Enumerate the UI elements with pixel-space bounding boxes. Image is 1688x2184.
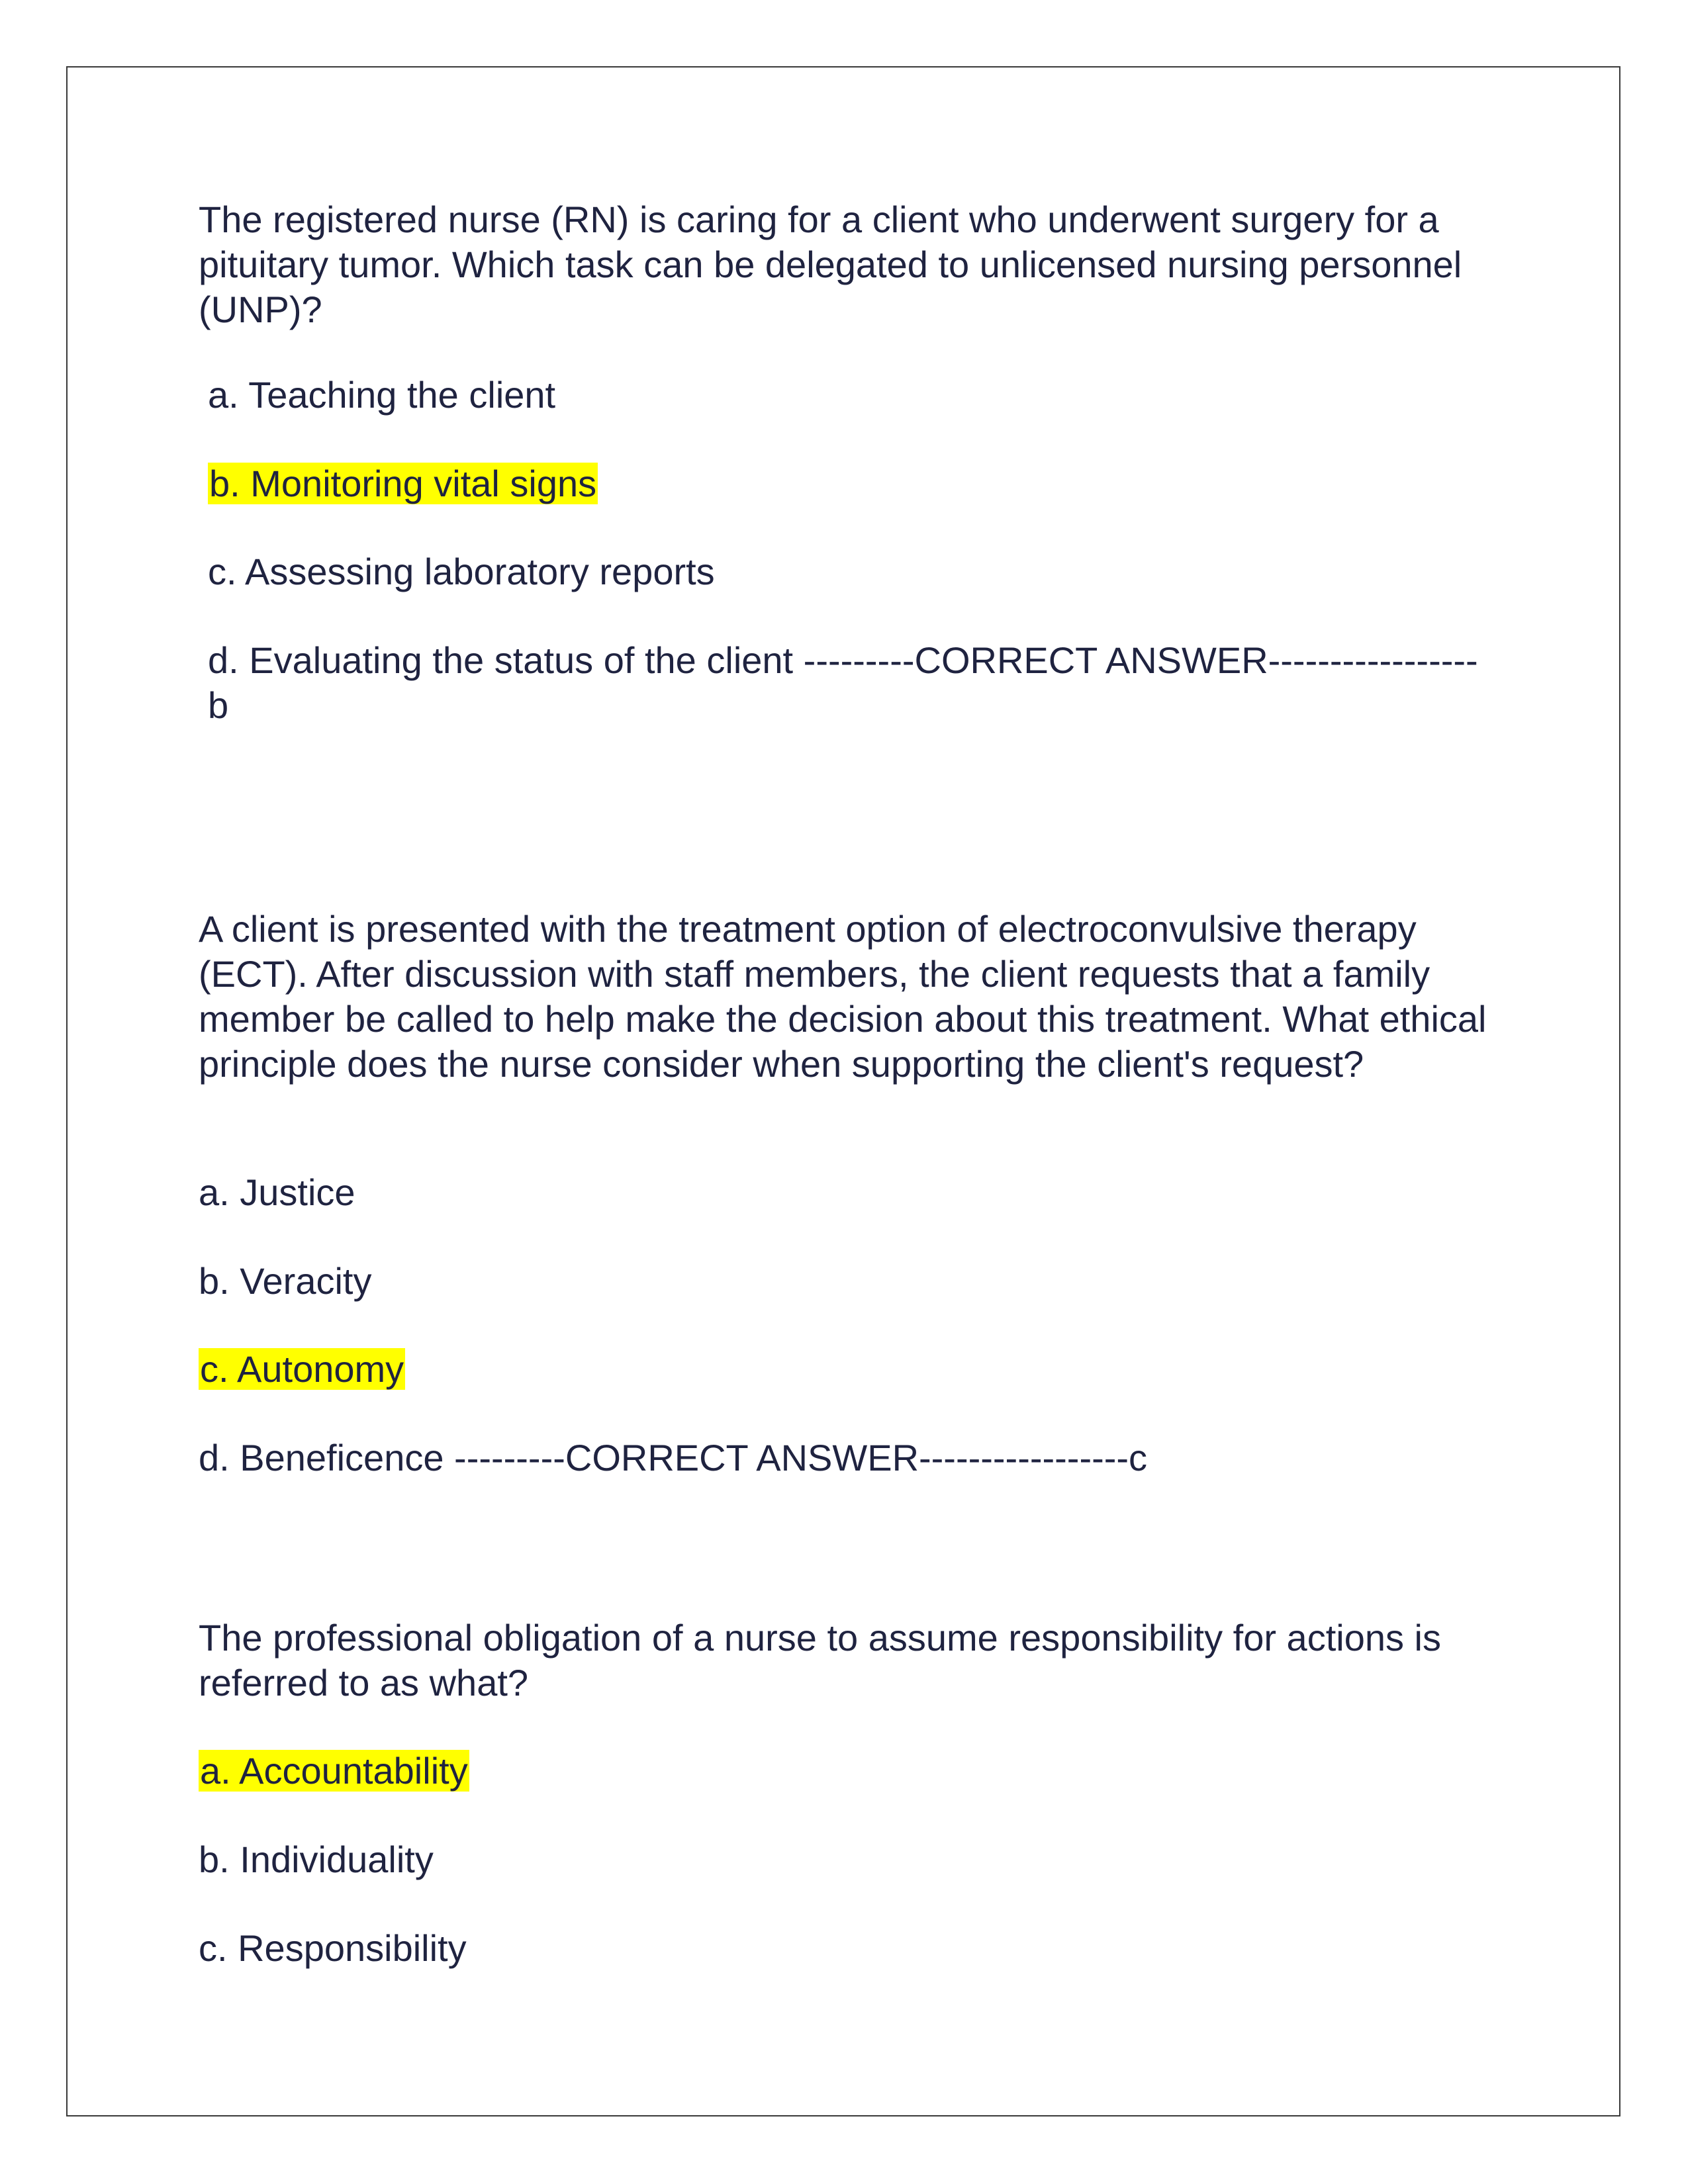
question-1-option-a: a. Teaching the client	[208, 374, 556, 416]
question-3-option-a	[199, 1749, 469, 1794]
answer-highlight: b. Monitoring vital signs	[209, 463, 597, 504]
question-2-option-a: a. Justice	[199, 1171, 355, 1213]
question-1-option-b	[208, 461, 598, 506]
question-2-option-b: b. Veracity	[199, 1260, 372, 1302]
question-1-option-c: c. Assessing laboratory reports	[208, 551, 715, 592]
question-1-prompt: The registered nurse (RN) is caring for a client who underwent surgery for a pituitary tumor. Which task can be delegated to unlicensed nursing personnel (UNP)?	[199, 199, 1462, 330]
question-2-option-d: d. Beneficence ---------CORRECT ANSWER-----------------c	[199, 1437, 1148, 1479]
question-1-option-d: d. Evaluating the status of the client ---------CORRECT ANSWER-----------------b	[208, 639, 1478, 726]
question-3-option-c: c. Responsibility	[199, 1927, 467, 1969]
question-2-prompt: A client is presented with the treatment option of electroconvulsive therapy (ECT). After discussion with staff members, the client requests that a family member be called to help make the decision about this treatment. What ethical principle does the nurse consider when supporting the client's request?	[199, 908, 1487, 1085]
question-2-option-c	[199, 1347, 405, 1392]
question-3-prompt: The professional obligation of a nurse to assume responsibility for actions is referred to as what?	[199, 1617, 1441, 1704]
question-3-option-b: b. Individuality	[199, 1839, 434, 1880]
answer-highlight: a. Accountability	[200, 1750, 468, 1792]
answer-highlight: c. Autonomy	[200, 1348, 404, 1390]
